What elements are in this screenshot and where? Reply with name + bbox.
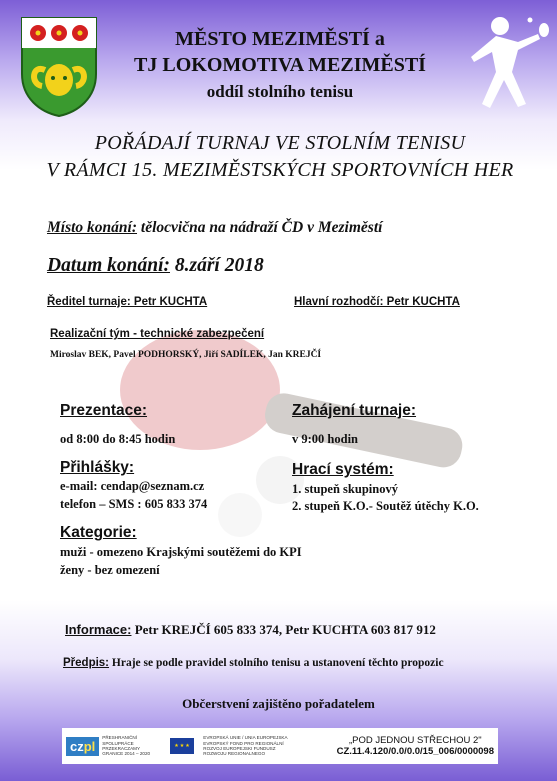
team-label: Realizační tým - technické zabezpečení: [50, 328, 265, 340]
project-info: [337, 735, 494, 757]
info-label: Informace:: [65, 622, 132, 637]
venue-value: tělocvična na nádraží ČD v Meziměstí: [137, 219, 383, 236]
category-men: muži - omezeno Krajskými soutěžemi do KPI: [60, 545, 302, 559]
info-row: [65, 622, 436, 638]
registration-label: Prezentace:: [60, 402, 148, 419]
organizer-line-1: MĚSTO MEZIMĚSTÍ a: [175, 28, 385, 50]
eu-flag-icon: [170, 738, 194, 754]
czpl-cz: cz: [70, 738, 84, 754]
rules-value: Hraje se podle pravidel stolního tenisu a ustanovení těchto propozic: [109, 657, 444, 669]
organizer-line-3: oddíl stolního tenisu: [206, 82, 354, 101]
team-members: Miroslav BEK, Pavel PODHORSKÝ, Jiří SADÍLEK, Jan KREJČÍ: [50, 350, 322, 360]
event-title-line-2: V RÁMCI 15. MEZIMĚSTSKÝCH SPORTOVNÍCH HER: [46, 159, 514, 181]
category-women: ženy - bez omezení: [60, 563, 160, 577]
eu-text: EVROPSKÁ UNIE / UNIA EUROPEJSKA EVROPSKÝ FOND PRO REGIONÁLNÍ ROZVOJ EUROPEJSKI FUNDUSZ ROZWOJU REGIONALNEGO: [203, 735, 288, 757]
venue-label: Místo konání:: [47, 219, 138, 236]
czpl-badge: [66, 737, 99, 756]
start-label: Zahájení turnaje:: [292, 402, 417, 419]
system-stage-1: 1. stupeň skupinový: [292, 482, 398, 496]
event-title-line-1: POŘÁDAJÍ TURNAJ VE STOLNÍM TENISU: [94, 132, 466, 154]
info-value: Petr KREJČÍ 605 833 374, Petr KUCHTA 603 817 912: [131, 622, 436, 637]
venue-row: [47, 219, 382, 237]
system-label: Hrací systém:: [292, 461, 394, 478]
czpl-text: PŘESHRANIČNÍ SPOLUPRÁCE PRZEKRACZAMY GRANICE 2014 – 2020: [102, 735, 151, 757]
start-value: v 9:00 hodin: [292, 432, 358, 446]
date-value: 8.září 2018: [170, 255, 264, 276]
registration-value: od 8:00 do 8:45 hodin: [60, 432, 176, 446]
system-stage-2: 2. stupeň K.O.- Soutěž útěchy K.O.: [292, 499, 479, 513]
signup-phone: telefon – SMS : 605 833 374: [60, 497, 208, 511]
date-row: [47, 255, 264, 277]
director: Ředitel turnaje: Petr KUCHTA: [47, 296, 208, 308]
czpl-logo: [66, 735, 154, 757]
project-name: „POD JEDNOU STŘECHOU 2": [348, 735, 482, 746]
organizer-line-2: TJ LOKOMOTIVA MEZIMĚSTÍ: [134, 54, 426, 76]
czpl-pl: pl: [83, 738, 96, 754]
rules-row: [63, 657, 444, 669]
sponsor-logos-bar: [62, 728, 498, 764]
table-tennis-player-icon: [460, 12, 550, 122]
categories-label: Kategorie:: [60, 524, 137, 541]
signup-label: Přihlášky:: [60, 459, 135, 476]
town-crest-icon: [18, 14, 100, 118]
signup-email: e-mail: cendap@seznam.cz: [60, 479, 205, 493]
date-label: Datum konání:: [47, 255, 170, 276]
referee: Hlavní rozhodčí: Petr KUCHTA: [294, 296, 460, 308]
project-code: CZ.11.4.120/0.0/0.0/15_006/0000098: [336, 746, 494, 757]
rules-label: Předpis:: [63, 657, 110, 669]
refreshments: Občerstvení zajištěno pořadatelem: [182, 696, 375, 711]
